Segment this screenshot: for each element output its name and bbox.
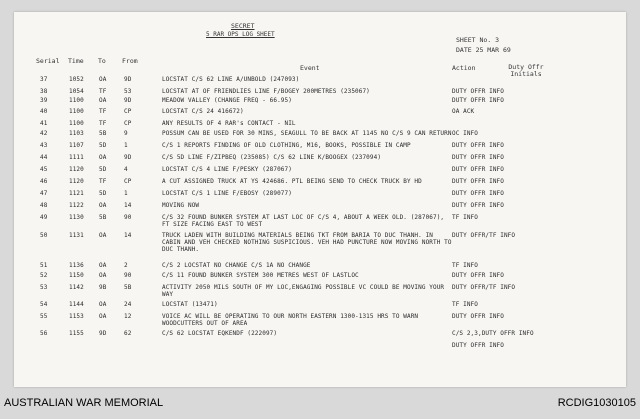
row-47-time: 1121 — [69, 190, 84, 197]
row-44-to: OA — [99, 154, 107, 161]
row-51-time: 1136 — [69, 262, 84, 269]
row-53-event: ACTIVITY 2050 MILS SOUTH OF MY LOC,ENGAGING POSSIBLE VC COULD BE MOVING YOUR WAY — [162, 284, 445, 298]
row-53-from: 5B — [124, 284, 132, 291]
row-46-from: CP — [124, 178, 132, 185]
row-45-event: LOCSTAT C/S 4 LINE F/PESKY (287067) — [162, 166, 292, 173]
row-38-time: 1054 — [69, 88, 84, 95]
row-50-to: OA — [99, 232, 107, 239]
row-49-to: 5B — [99, 214, 107, 221]
row-38-to: TF — [99, 88, 107, 95]
col-time: Time — [68, 57, 84, 65]
row-41-event: ANY RESULTS OF 4 RAR's CONTACT - NIL — [162, 120, 296, 127]
row-47-from: 1 — [124, 190, 128, 197]
row-50-time: 1131 — [69, 232, 84, 239]
row-54-action: TF INFO — [452, 301, 478, 308]
row-38-from: 53 — [124, 88, 132, 95]
row-39-to: OA — [99, 97, 107, 104]
row-53-time: 1142 — [69, 284, 84, 291]
row-45-to: 5D — [99, 166, 107, 173]
row-41-serial: 41 — [40, 120, 48, 127]
row-37-time: 1052 — [69, 76, 84, 83]
row-38-action: DUTY OFFR INFO — [452, 88, 504, 95]
col-from: From — [122, 57, 138, 65]
row-42-from: 9 — [124, 130, 128, 137]
row-47-to: 5D — [99, 190, 107, 197]
row-40-action: OA ACK — [452, 108, 475, 115]
row-44-serial: 44 — [40, 154, 48, 161]
col-initials: Duty Offr Initials — [508, 63, 544, 78]
row-39-from: 9D — [124, 97, 132, 104]
row-45-action: DUTY OFFR INFO — [452, 166, 504, 173]
row-43-from: 1 — [124, 142, 128, 149]
row-52-serial: 52 — [40, 272, 48, 279]
row-49-serial: 49 — [40, 214, 48, 221]
row-37-from: 9D — [124, 76, 132, 83]
row-55-from: 12 — [124, 313, 132, 320]
row-55-event: VOICE AC WILL BE OPERATING TO OUR NORTH EASTERN 1300-1315 HRS TO WARN WOODCUTTERS OUT OF AREA — [162, 313, 419, 327]
row-51-action: TF INFO — [452, 262, 478, 269]
row-54-from: 24 — [124, 301, 132, 308]
row-39-action: DUTY OFFR INFO — [452, 97, 504, 104]
row-52-from: 90 — [124, 272, 132, 279]
row-37-to: OA — [99, 76, 107, 83]
row-56-time: 1155 — [69, 330, 84, 337]
row-53-serial: 53 — [40, 284, 48, 291]
row-49-from: 90 — [124, 214, 132, 221]
row-52-time: 1150 — [69, 272, 84, 279]
row-56-to: 9D — [99, 330, 107, 337]
row-41-to: TF — [99, 120, 107, 127]
row-56-action: C/S 2,3,DUTY OFFR INFO — [452, 330, 534, 337]
row-53-action: DUTY OFFR/TF INFO — [452, 284, 516, 291]
row-55-time: 1153 — [69, 313, 84, 320]
classification-heading: SECRET — [231, 22, 255, 30]
row-37-serial: 37 — [40, 76, 48, 83]
row-41-time: 1100 — [69, 120, 84, 127]
row-48-serial: 48 — [40, 202, 48, 209]
row-40-time: 1100 — [69, 108, 84, 115]
row-53-to: 9B — [99, 284, 107, 291]
row-50-action: DUTY OFFR/TF INFO — [452, 232, 516, 239]
row-40-serial: 40 — [40, 108, 48, 115]
row-40-event: LOCSTAT C/S 24 416672) — [162, 108, 244, 115]
row-45-serial: 45 — [40, 166, 48, 173]
row-45-from: 4 — [124, 166, 128, 173]
row-52-to: OA — [99, 272, 107, 279]
row-49-event: C/S 32 FOUND BUNKER SYSTEM AT LAST LOC OF C/S 4, ABOUT A WEEK OLD. (287067), FT SIZE FACING EAST TO WEST — [162, 214, 445, 228]
row-40-to: TF — [99, 108, 107, 115]
col-event: Event — [300, 64, 320, 72]
row-47-serial: 47 — [40, 190, 48, 197]
row-55-serial: 55 — [40, 313, 48, 320]
row-54-event: LOCSTAT (13471) — [162, 301, 218, 308]
row-52-action: DUTY OFFR INFO — [452, 272, 504, 279]
row-50-event: TRUCK LADEN WITH BUILDING MATERIALS BEING TKT FROM BARIA TO DUC THANH. IN CABIN AND VEH CHECKED NOTHING SUSPICIOUS. VEH HAD PUNCTURE NOW MOVING NORTH TO DUC THANH. — [162, 232, 452, 253]
row-43-time: 1107 — [69, 142, 84, 149]
row-43-event: C/S 1 REPORTS FINDING OF OLD CLOTHING, M16, BOOKS, POSSIBLE IN CAMP — [162, 142, 411, 149]
row-48-event: MOVING NOW — [162, 202, 200, 209]
row-extra-action: DUTY OFFR INFO — [452, 342, 504, 349]
row-46-serial: 46 — [40, 178, 48, 185]
footer-source: AUSTRALIAN WAR MEMORIAL — [4, 397, 164, 409]
row-51-serial: 51 — [40, 262, 48, 269]
row-56-serial: 56 — [40, 330, 48, 337]
row-54-to: OA — [99, 301, 107, 308]
row-49-time: 1130 — [69, 214, 84, 221]
row-56-event: C/S 62 LOCSTAT EQKENDF (222097) — [162, 330, 278, 337]
row-54-serial: 54 — [40, 301, 48, 308]
row-42-event: POSSUM CAN BE USED FOR 30 MINS, SEAGULL TO BE BACK AT 1145 NO C/S 9 CAN RETURN — [162, 130, 452, 137]
row-48-action: DUTY OFFR INFO — [452, 202, 504, 209]
row-56-from: 62 — [124, 330, 132, 337]
row-38-serial: 38 — [40, 88, 48, 95]
sheet-number: SHEET No. 3 — [456, 36, 500, 44]
row-43-to: 5D — [99, 142, 107, 149]
col-serial: Serial — [36, 57, 60, 65]
row-54-time: 1144 — [69, 301, 84, 308]
row-42-serial: 42 — [40, 130, 48, 137]
row-44-time: 1111 — [69, 154, 84, 161]
row-44-event: C/S 5D LINE F/ZIPBEQ (235085) C/S 62 LINE K/BOOGEX (237094) — [162, 154, 382, 161]
footer-record-id: RCDIG1030105 — [557, 397, 636, 409]
row-39-serial: 39 — [40, 97, 48, 104]
row-47-action: DUTY OFFR INFO — [452, 190, 504, 197]
row-46-action: DUTY OFFR INFO — [452, 178, 504, 185]
row-51-to: OA — [99, 262, 107, 269]
row-47-event: LOCSTAT C/S 1 LINE F/EBOSY (289077) — [162, 190, 292, 197]
row-48-from: 14 — [124, 202, 132, 209]
row-55-to: OA — [99, 313, 107, 320]
row-48-time: 1122 — [69, 202, 84, 209]
row-55-action: DUTY OFFR INFO — [452, 313, 504, 320]
row-42-action: OC INFO — [452, 130, 478, 137]
row-43-action: DUTY OFFR INFO — [452, 142, 504, 149]
row-46-time: 1120 — [69, 178, 84, 185]
row-37-event: LOCSTAT C/S 62 LINE A/UNBOLD (247093) — [162, 76, 300, 83]
log-sheet-subtitle: 5 RAR OPS LOG SHEET — [206, 31, 275, 38]
row-52-event: C/S 11 FOUND BUNKER SYSTEM 300 METRES WEST OF LASTLOC — [162, 272, 359, 279]
row-38-event: LOCSTAT AT OF FRIENDLIES LINE F/BOGEY 200METRES (235067) — [162, 88, 370, 95]
row-40-from: CP — [124, 108, 132, 115]
row-42-time: 1103 — [69, 130, 84, 137]
row-51-event: C/S 2 LOCSTAT NO CHANGE C/S 1A NO CHANGE — [162, 262, 311, 269]
row-45-time: 1120 — [69, 166, 84, 173]
row-44-action: DUTY OFFR INFO — [452, 154, 504, 161]
row-43-serial: 43 — [40, 142, 48, 149]
row-46-event: A CUT ASSIGNED TRUCK AT YS 424686. PTL BEING SEND TO CHECK TRUCK BY HD — [162, 178, 422, 185]
row-51-from: 2 — [124, 262, 128, 269]
row-39-event: MEADOW VALLEY (CHANGE FREQ - 66.95) — [162, 97, 292, 104]
col-action: Action — [452, 64, 476, 72]
row-39-time: 1100 — [69, 97, 84, 104]
row-49-action: TF INFO — [452, 214, 478, 221]
row-46-to: TF — [99, 178, 107, 185]
col-to: To — [98, 57, 106, 65]
row-50-serial: 50 — [40, 232, 48, 239]
sheet-date: DATE 25 MAR 69 — [456, 46, 511, 54]
row-42-to: 5B — [99, 130, 107, 137]
row-44-from: 9D — [124, 154, 132, 161]
row-50-from: 14 — [124, 232, 132, 239]
row-48-to: OA — [99, 202, 107, 209]
row-41-from: CP — [124, 120, 132, 127]
